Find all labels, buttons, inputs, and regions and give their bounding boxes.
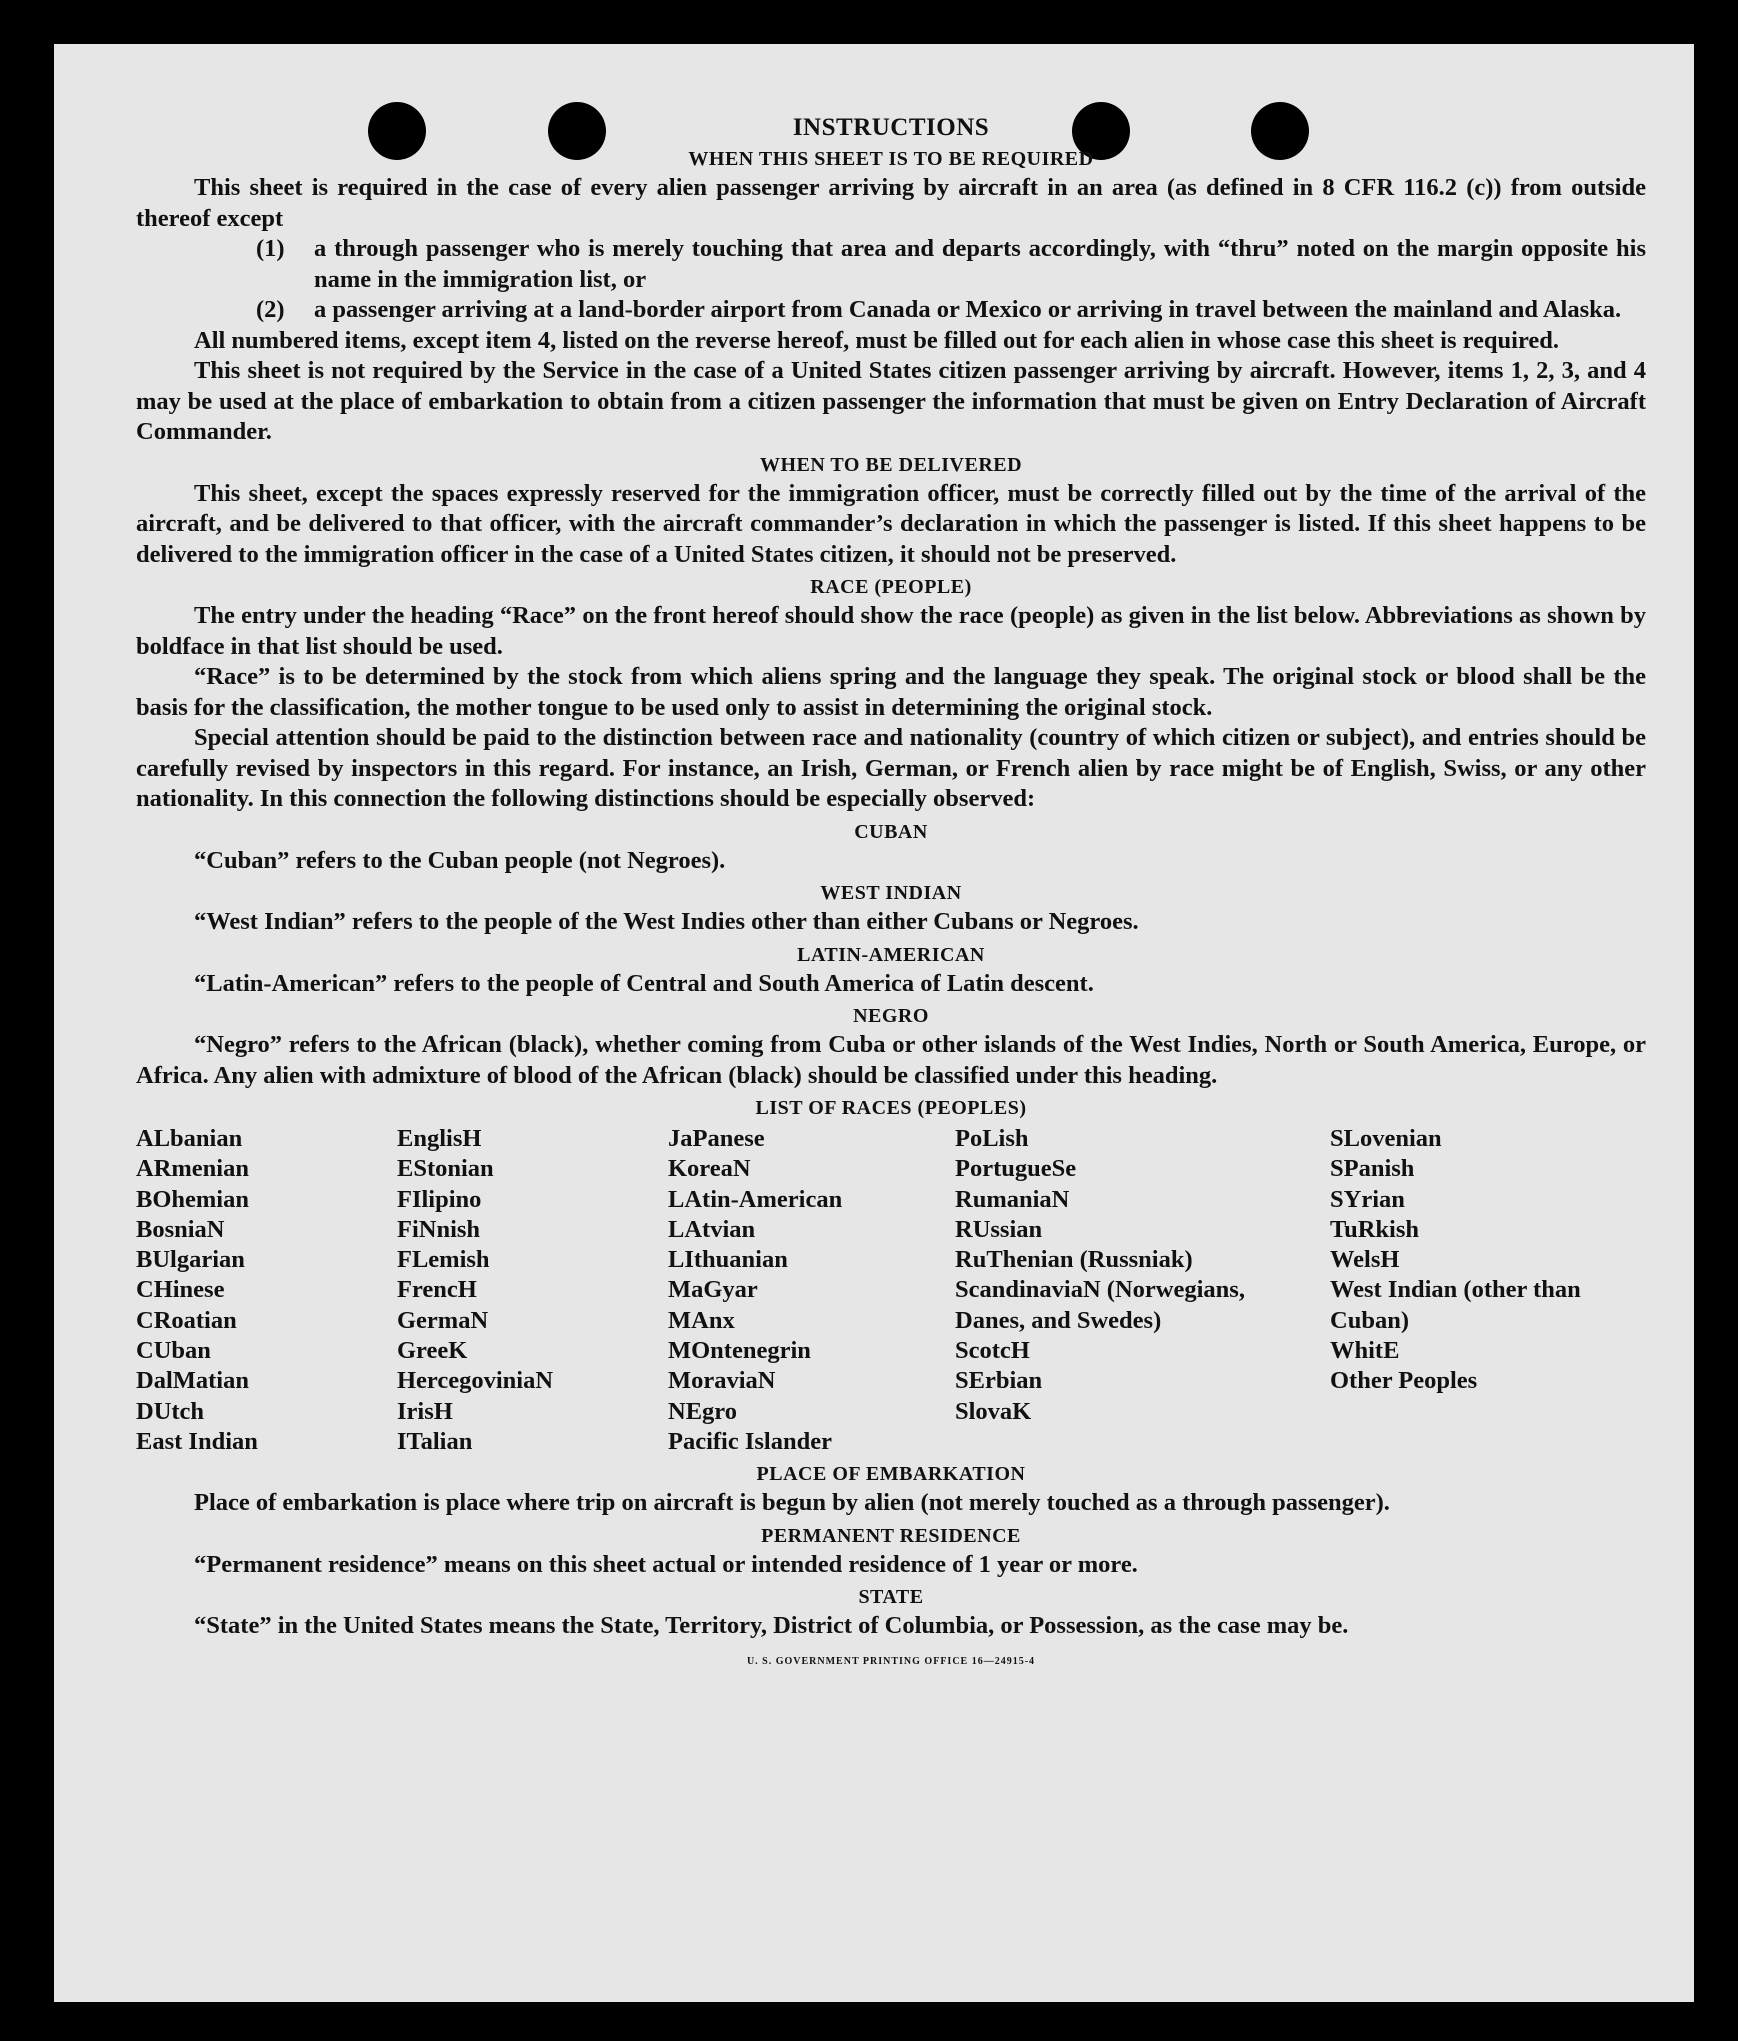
race-entry: SLovenian xyxy=(1330,1125,1442,1152)
race-entry: BOhemian xyxy=(136,1185,249,1213)
race-column-3 xyxy=(668,1124,955,1457)
race-entry: TuRkish xyxy=(1330,1215,1420,1243)
heading-cuban: CUBAN xyxy=(854,820,928,843)
race-entry: KoreaN xyxy=(668,1155,751,1183)
race-entry: CUban xyxy=(136,1337,211,1365)
race-entry: Other Peoples xyxy=(1330,1367,1478,1395)
latin-american-paragraph: “Latin-American” refers to the people of Central and South America of Latin descent. xyxy=(194,969,1094,997)
race-entry: LAtin-American xyxy=(668,1185,843,1213)
heading-negro: NEGRO xyxy=(853,1005,929,1027)
heading-state: STATE xyxy=(858,1586,924,1609)
state-paragraph: “State” in the United States means the State, Territory, District of Columbia, or Possession, as the case may be. xyxy=(194,1612,1349,1640)
race-entry: LAtvian xyxy=(668,1215,756,1243)
heading-place-of-embarkation: PLACE OF EMBARKATION xyxy=(756,1463,1026,1486)
race-entry: MOntenegrin xyxy=(668,1337,811,1365)
race-entry: DUtch xyxy=(136,1397,205,1425)
race-entry: GermaN xyxy=(397,1306,489,1334)
exception-item-2 xyxy=(136,295,1646,326)
race-entry: FiNnish xyxy=(397,1215,481,1243)
race-entry: LIthuanian xyxy=(668,1246,788,1274)
race-entry: HercegoviniaN xyxy=(397,1367,554,1395)
race-paragraph-1: The entry under the heading “Race” on the front hereof should show the race (people) as given in the list below. Abbreviations as shown by boldface in that list should be used. xyxy=(136,602,1646,660)
race-entry: FIlipino xyxy=(397,1185,482,1213)
page-title: INSTRUCTIONS xyxy=(792,114,990,141)
race-list xyxy=(136,1124,1646,1457)
negro-paragraph: “Negro” refers to the African (black), whether coming from Cuba or other islands of the West Indies, North or South America, Europe, or Africa. Any alien with admixture of blood of the African (black) should be classified under this heading. xyxy=(136,1031,1646,1089)
race-entry: SErbian xyxy=(955,1367,1043,1395)
race-entry: JaPanese xyxy=(668,1125,765,1152)
race-entry: BosniaN xyxy=(136,1215,225,1243)
race-entry: ITalian xyxy=(397,1427,473,1455)
race-entry: Pacific Islander xyxy=(668,1427,832,1455)
exception-number: (1) xyxy=(256,235,285,262)
residence-paragraph: “Permanent residence” means on this sheet actual or intended residence of 1 year or more. xyxy=(194,1550,1138,1578)
race-entry: EStonian xyxy=(397,1155,494,1183)
heading-race: RACE (PEOPLE) xyxy=(810,576,972,598)
race-entry: SPanish xyxy=(1330,1155,1415,1183)
race-entry: ARmenian xyxy=(136,1155,249,1183)
race-entry: CRoatian xyxy=(136,1306,237,1334)
document-sheet xyxy=(54,44,1694,2002)
exception-number: (2) xyxy=(256,296,285,323)
race-entry: MAnx xyxy=(668,1306,735,1334)
race-entry: FrencH xyxy=(397,1276,477,1304)
race-entry: RUssian xyxy=(955,1215,1043,1243)
delivered-paragraph: This sheet, except the spaces expressly reserved for the immigration officer, must be correctly filled out by the time of the arrival of the aircraft, and be delivered to that officer, with the aircraft commander’s declaration in which the passenger is listed. If this sheet happens to be delivered to the immigration officer in the case of a United States citizen, it should not be preserved. xyxy=(136,479,1646,568)
race-entry: CHinese xyxy=(136,1276,225,1304)
race-entry: West Indian (other than Cuban) xyxy=(1330,1276,1581,1334)
west-indian-paragraph: “West Indian” refers to the people of the West Indies other than either Cubans or Negroes. xyxy=(194,908,1139,935)
race-entry: FLemish xyxy=(397,1246,490,1274)
citizen-paragraph: This sheet is not required by the Service in the case of a United States citizen passenger arriving by aircraft. However, items 1, 2, 3, and 4 may be used at the place of embarkation to obtain from a citizen passenger the information that must be given on Entry Declaration of Aircraft Commander. xyxy=(136,357,1646,445)
heading-latin-american: LATIN-AMERICAN xyxy=(797,943,985,966)
heading-permanent-residence: PERMANENT RESIDENCE xyxy=(761,1524,1021,1547)
race-entry: DalMatian xyxy=(136,1367,249,1395)
race-entry: East Indian xyxy=(136,1427,258,1455)
race-entry: MoraviaN xyxy=(668,1367,776,1395)
race-entry: BUlgarian xyxy=(136,1246,245,1274)
exception-text: a through passenger who is merely touching that area and departs accordingly, with “thru” noted on the margin opposite his name in the immigration list, or xyxy=(314,235,1646,293)
exception-item-1 xyxy=(136,234,1646,295)
race-entry: MaGyar xyxy=(668,1276,758,1304)
race-entry: ScotcH xyxy=(955,1337,1030,1365)
race-entry: RumaniaN xyxy=(955,1185,1070,1213)
race-column-1 xyxy=(136,1124,397,1457)
embarkation-paragraph: Place of embarkation is place where trip on aircraft is begun by alien (not merely touched as a through passenger). xyxy=(194,1489,1390,1517)
heading-when-delivered: WHEN TO BE DELIVERED xyxy=(759,453,1023,476)
race-entry: SYrian xyxy=(1330,1185,1405,1213)
race-entry: IrisH xyxy=(397,1397,453,1425)
race-entry: EnglisH xyxy=(397,1125,482,1152)
race-entry: GreeK xyxy=(397,1337,468,1365)
race-entry: RuThenian (Russniak) xyxy=(955,1246,1193,1274)
race-entry: PoLish xyxy=(955,1125,1029,1152)
printer-imprint: U. S. GOVERNMENT PRINTING OFFICE 16—24915-4 xyxy=(746,1655,1036,1667)
heading-west-indian: WEST INDIAN xyxy=(820,882,962,904)
race-column-5 xyxy=(1330,1124,1630,1457)
race-paragraph-2: “Race” is to be determined by the stock from which aliens spring and the language they speak. The original stock or blood shall be the basis for the classification, the mother tongue to be used only to assist in determining the original stock. xyxy=(136,663,1646,721)
race-column-2 xyxy=(397,1124,668,1457)
race-entry: NEgro xyxy=(668,1397,737,1425)
race-entry: SlovaK xyxy=(955,1397,1032,1425)
race-entry: ALbanian xyxy=(136,1125,243,1152)
required-intro: This sheet is required in the case of every alien passenger arriving by aircraft in an area (as defined in 8 CFR 116.2 (c)) from outside thereof except xyxy=(136,174,1646,232)
race-entry: WelsH xyxy=(1330,1246,1400,1274)
cuban-paragraph: “Cuban” refers to the Cuban people (not Negroes). xyxy=(194,846,726,874)
race-entry: PortugueSe xyxy=(955,1155,1077,1183)
heading-list-of-races: LIST OF RACES (PEOPLES) xyxy=(755,1097,1027,1119)
heading-when-required: WHEN THIS SHEET IS TO BE REQUIRED xyxy=(688,148,1094,170)
numbered-items-paragraph: All numbered items, except item 4, listed on the reverse hereof, must be filled out for each alien in whose case this sheet is required. xyxy=(194,326,1560,354)
exception-text: a passenger arriving at a land-border airport from Canada or Mexico or arriving in travel between the mainland and Alaska. xyxy=(314,296,1622,323)
race-entry: ScandinaviaN (Norwegians, Danes, and Swedes) xyxy=(955,1276,1245,1334)
race-entry: WhitE xyxy=(1330,1337,1400,1365)
race-column-4 xyxy=(955,1124,1330,1457)
instructions-body xyxy=(136,114,1646,1667)
race-paragraph-3: Special attention should be paid to the distinction between race and nationality (country of which citizen or subject), and entries should be carefully revised by inspectors in this regard. For instance, an Irish, German, or French alien by race might be of English, Swiss, or any other nationality. In this connection the following distinctions should be especially observed: xyxy=(136,724,1646,812)
